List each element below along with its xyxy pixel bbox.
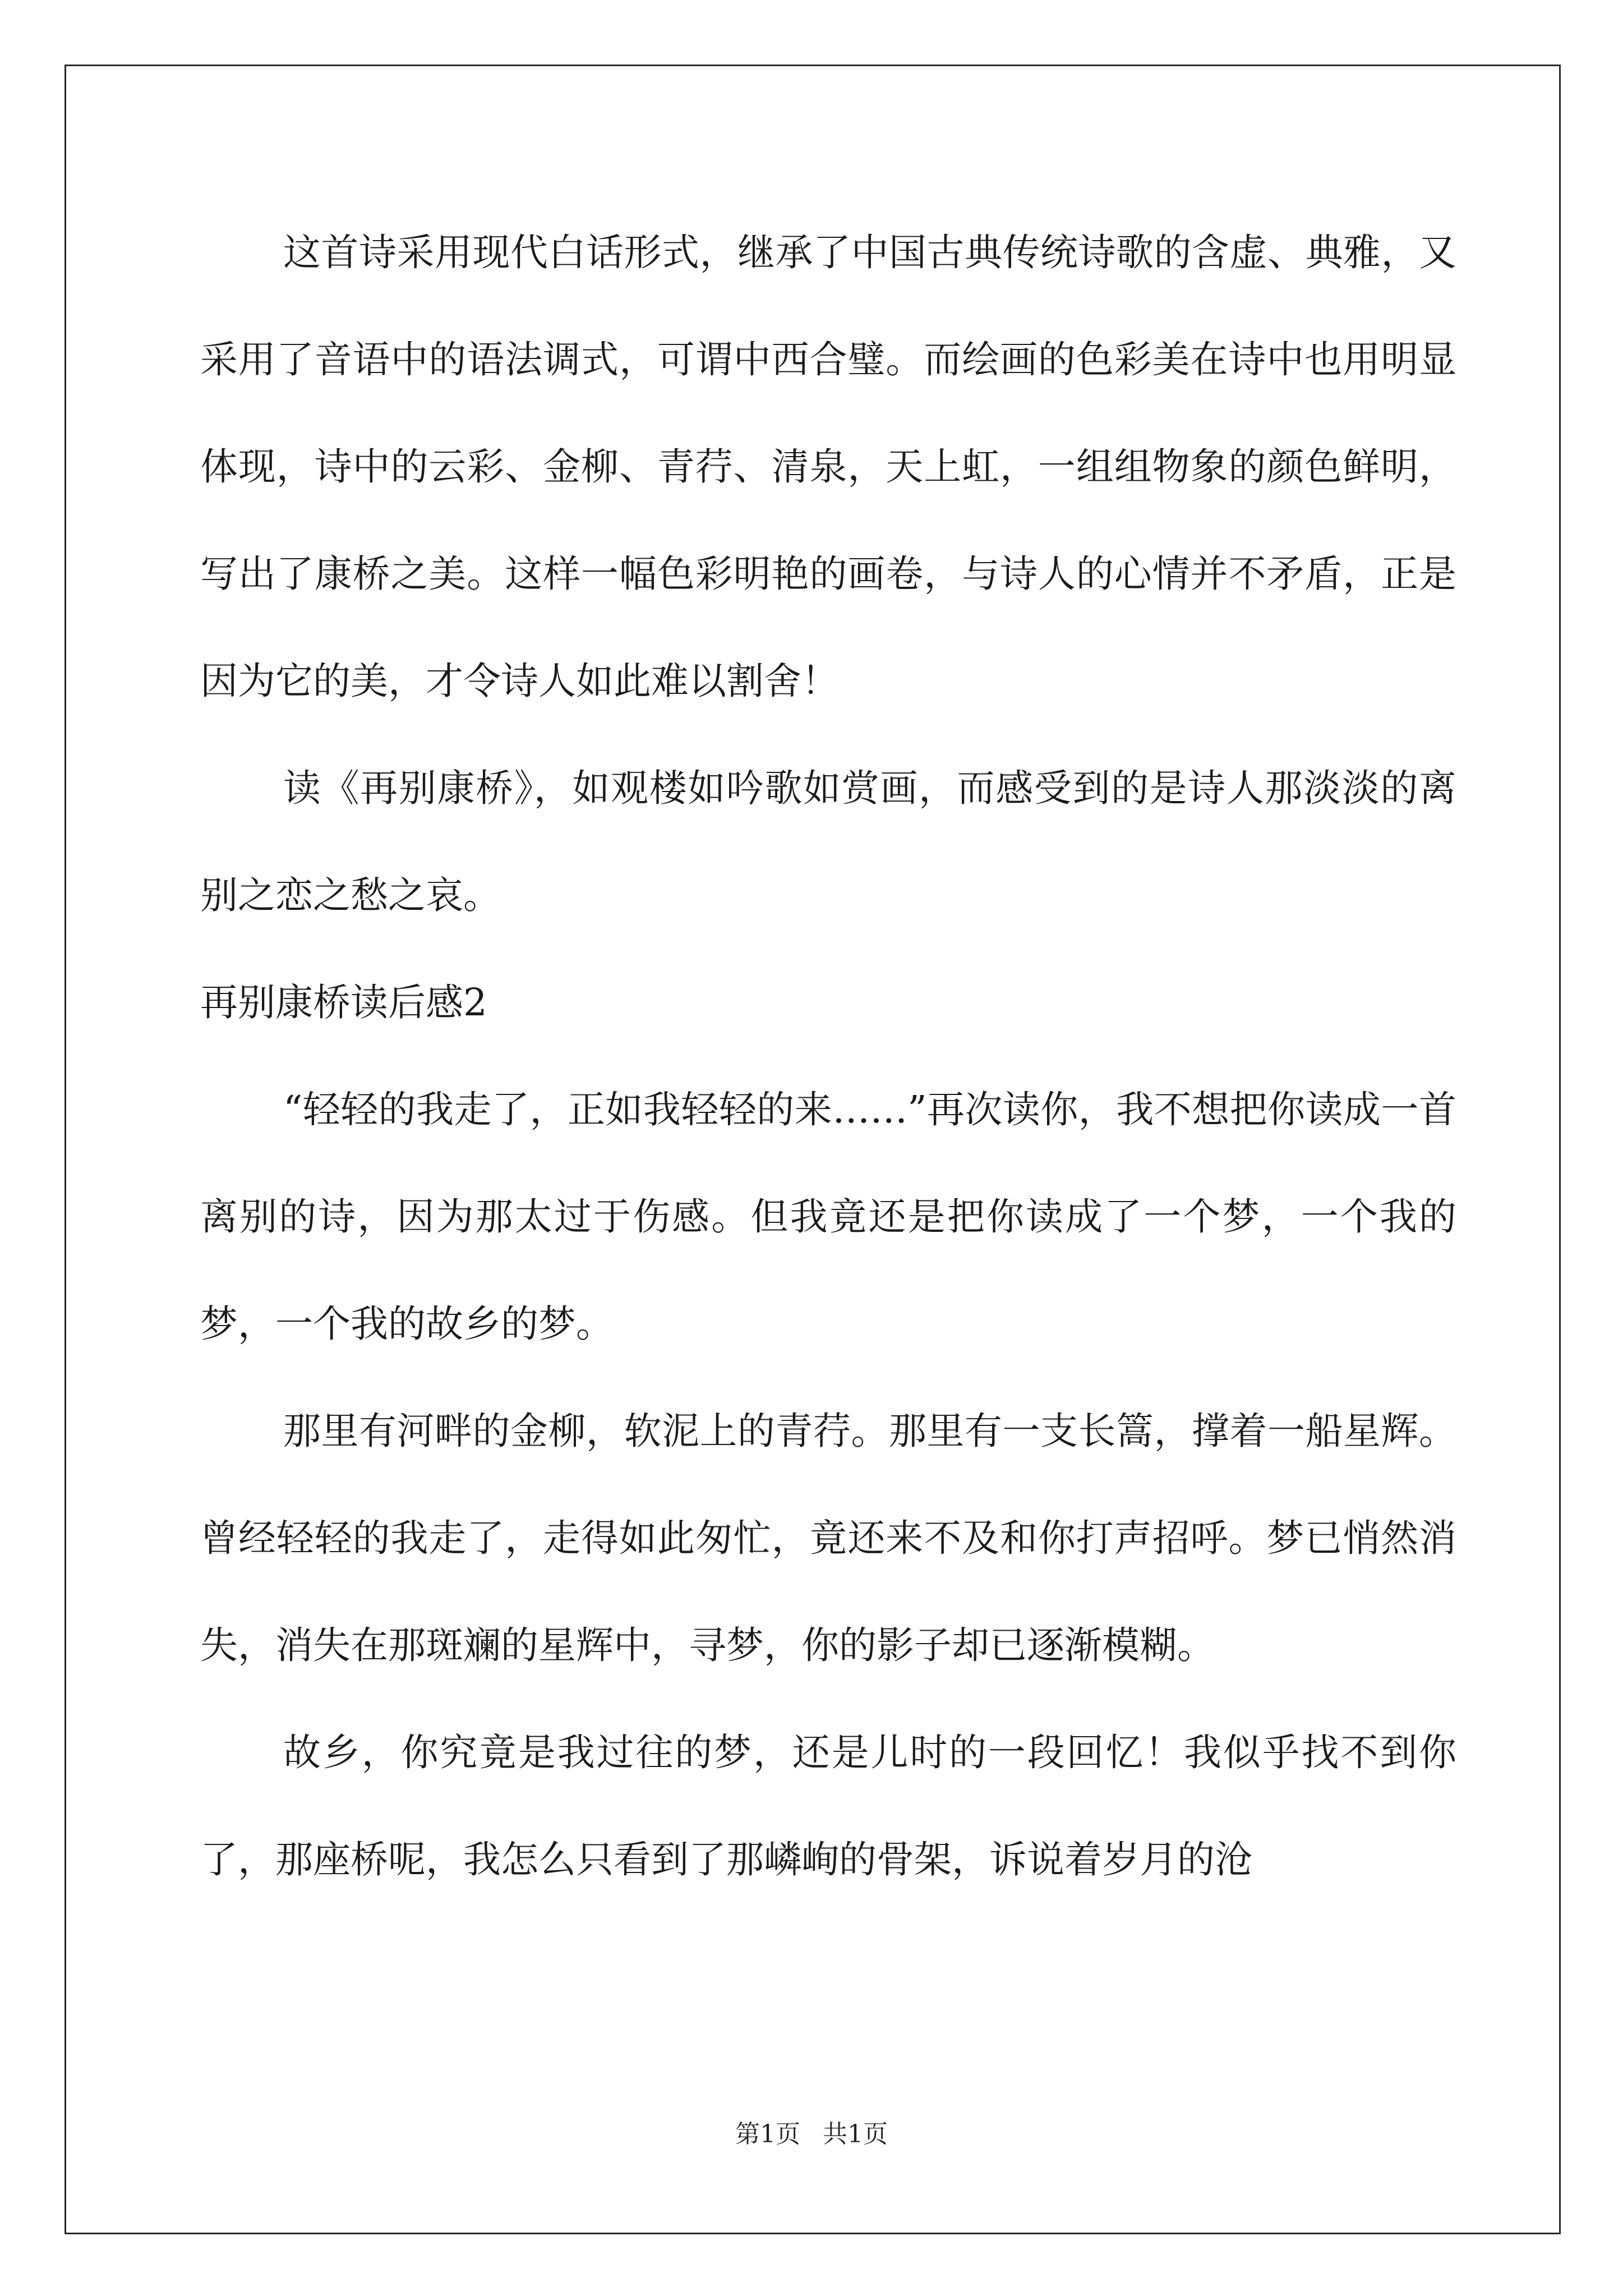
page-number-total: 共1页: [823, 2120, 888, 2148]
section-heading: 再别康桥读后感2: [200, 981, 487, 1024]
paragraph: “轻轻的我走了，正如我轻轻的来……”再次读你，我不想把你读成一首离别的诗，因为那太过于伤感。但我竟还是把你读成了一个梦，一个我的梦，一个我的故乡的梦。: [200, 1088, 1456, 1346]
page-footer: [0, 2118, 1623, 2151]
paragraph: 故乡，你究竟是我过往的梦，还是儿时的一段回忆！我似乎找不到你了，那座桥呢，我怎么只看到了那嶙峋的骨架，诉说着岁月的沧: [200, 1731, 1456, 1881]
paragraph: 读《再别康桥》，如观楼如吟歌如赏画，而感受到的是诗人那淡淡的离别之恋之愁之哀。: [200, 766, 1456, 917]
page-number-current: 第1页: [735, 2120, 800, 2148]
document-body: [200, 199, 1456, 1913]
paragraph: 那里有河畔的金柳，软泥上的青荇。那里有一支长篙，撑着一船星辉。曾经轻轻的我走了，走得如此匆忙，竟还来不及和你打声招呼。梦已悄然消失，消失在那斑斓的星辉中，寻梦，你的影子却已逐渐模糊。: [200, 1409, 1456, 1667]
paragraph: 这首诗采用现代白话形式，继承了中国古典传统诗歌的含虚、典雅，又采用了音语中的语法调式，可谓中西合璧。而绘画的色彩美在诗中也用明显体现，诗中的云彩、金柳、青荇、清泉，天上虹，一组组物象的颜色鲜明，写出了康桥之美。这样一幅色彩明艳的画卷，与诗人的心情并不矛盾，正是因为它的美，才令诗人如此难以割舍！: [200, 231, 1456, 703]
